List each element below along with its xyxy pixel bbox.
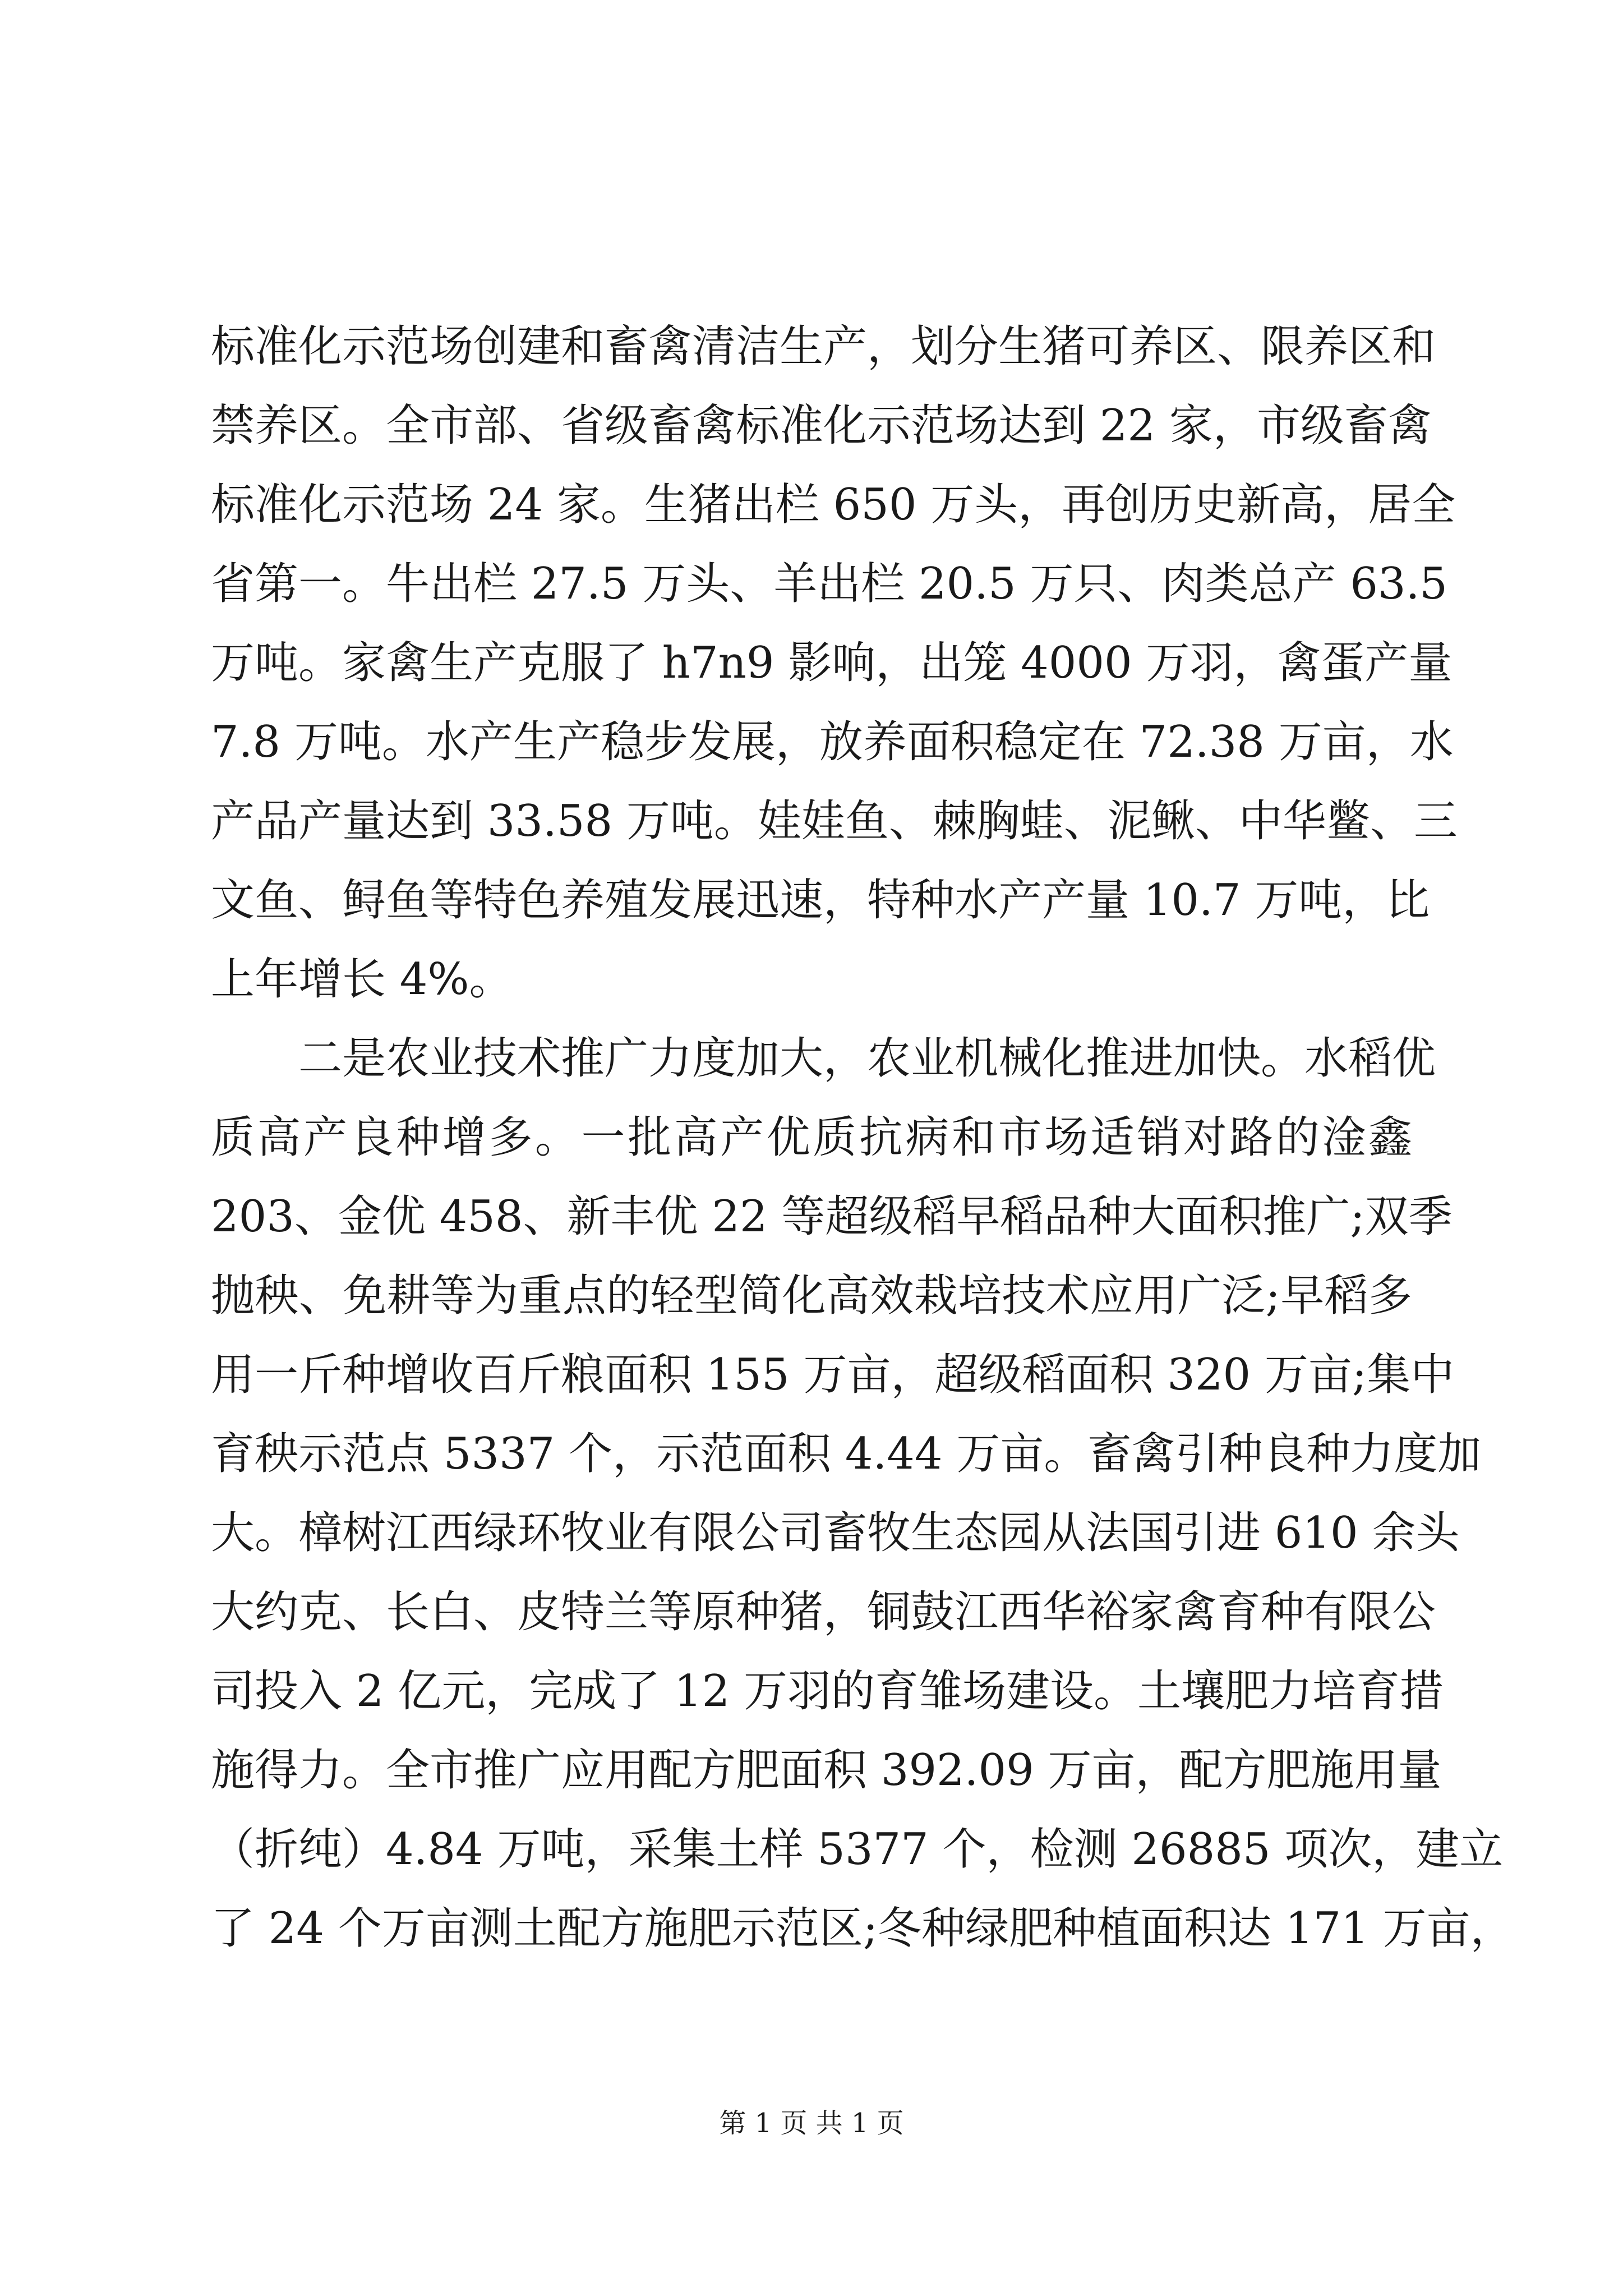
text-line: （折纯）4.84 万吨，采集土样 5377 个，检测 26885 项次，建立 <box>211 1824 1504 1875</box>
text-line: 用一斤种增收百斤粮面积 155 万亩，超级稻面积 320 万亩;集中 <box>211 1350 1455 1400</box>
text-line: 文鱼、鲟鱼等特色养殖发展迅速，特种水产产量 10.7 万吨，比 <box>211 875 1430 926</box>
text-line: 施得力。全市推广应用配方肥面积 392.09 万亩，配方肥施用量 <box>211 1745 1442 1796</box>
text-line: 标准化示范场创建和畜禽清洁生产，划分生猪可养区、限养区和 <box>211 321 1436 372</box>
text-line: 抛秧、免耕等为重点的轻型简化高效栽培技术应用广泛;早稻多 <box>211 1271 1412 1321</box>
paragraph-2 <box>211 1019 1514 1968</box>
text-line: 上年增长 4%。 <box>211 954 513 1005</box>
text-line: 大。樟树江西绿环牧业有限公司畜牧生态园从法国引进 610 余头 <box>211 1508 1460 1558</box>
text-line: 质高产良种增多。一批高产优质抗病和市场适销对路的淦鑫 <box>211 1112 1412 1163</box>
text-line: 产品产量达到 33.58 万吨。娃娃鱼、棘胸蛙、泥鳅、中华鳖、三 <box>211 796 1458 846</box>
text-line: 万吨。家禽生产克服了 h7n9 影响，出笼 4000 万羽，禽蛋产量 <box>211 638 1453 688</box>
text-line: 育秧示范点 5337 个，示范面积 4.44 万亩。畜禽引种良种力度加 <box>211 1429 1482 1479</box>
text-line: 大约克、长白、皮特兰等原种猪，铜鼓江西华裕家禽育种有限公 <box>211 1587 1436 1637</box>
text-line: 标准化示范场 24 家。生猪出栏 650 万头，再创历史新高，居全 <box>211 480 1456 530</box>
text-line: 司投入 2 亿元，完成了 12 万羽的育雏场建设。土壤肥力培育措 <box>211 1666 1444 1717</box>
text-line: 二是农业技术推广力度加大，农业机械化推进加快。水稻优 <box>298 1033 1436 1084</box>
body-text <box>211 307 1514 1968</box>
text-line: 了 24 个万亩测土配方施肥示范区;冬种绿肥种植面积达 171 万亩， <box>211 1903 1514 1954</box>
text-line: 203、金优 458、新丰优 22 等超级稻早稻品种大面积推广;双季 <box>211 1191 1453 1242</box>
paragraph-1 <box>211 307 1458 1019</box>
text-line: 禁养区。全市部、省级畜禽标准化示范场达到 22 家，市级畜禽 <box>211 401 1432 451</box>
text-line: 省第一。牛出栏 27.5 万头、羊出栏 20.5 万只、肉类总产 63.5 <box>211 559 1447 609</box>
page-footer: 第 1 页 共 1 页 <box>719 2108 904 2139</box>
text-line: 7.8 万吨。水产生产稳步发展，放养面积稳定在 72.38 万亩，水 <box>211 717 1454 767</box>
